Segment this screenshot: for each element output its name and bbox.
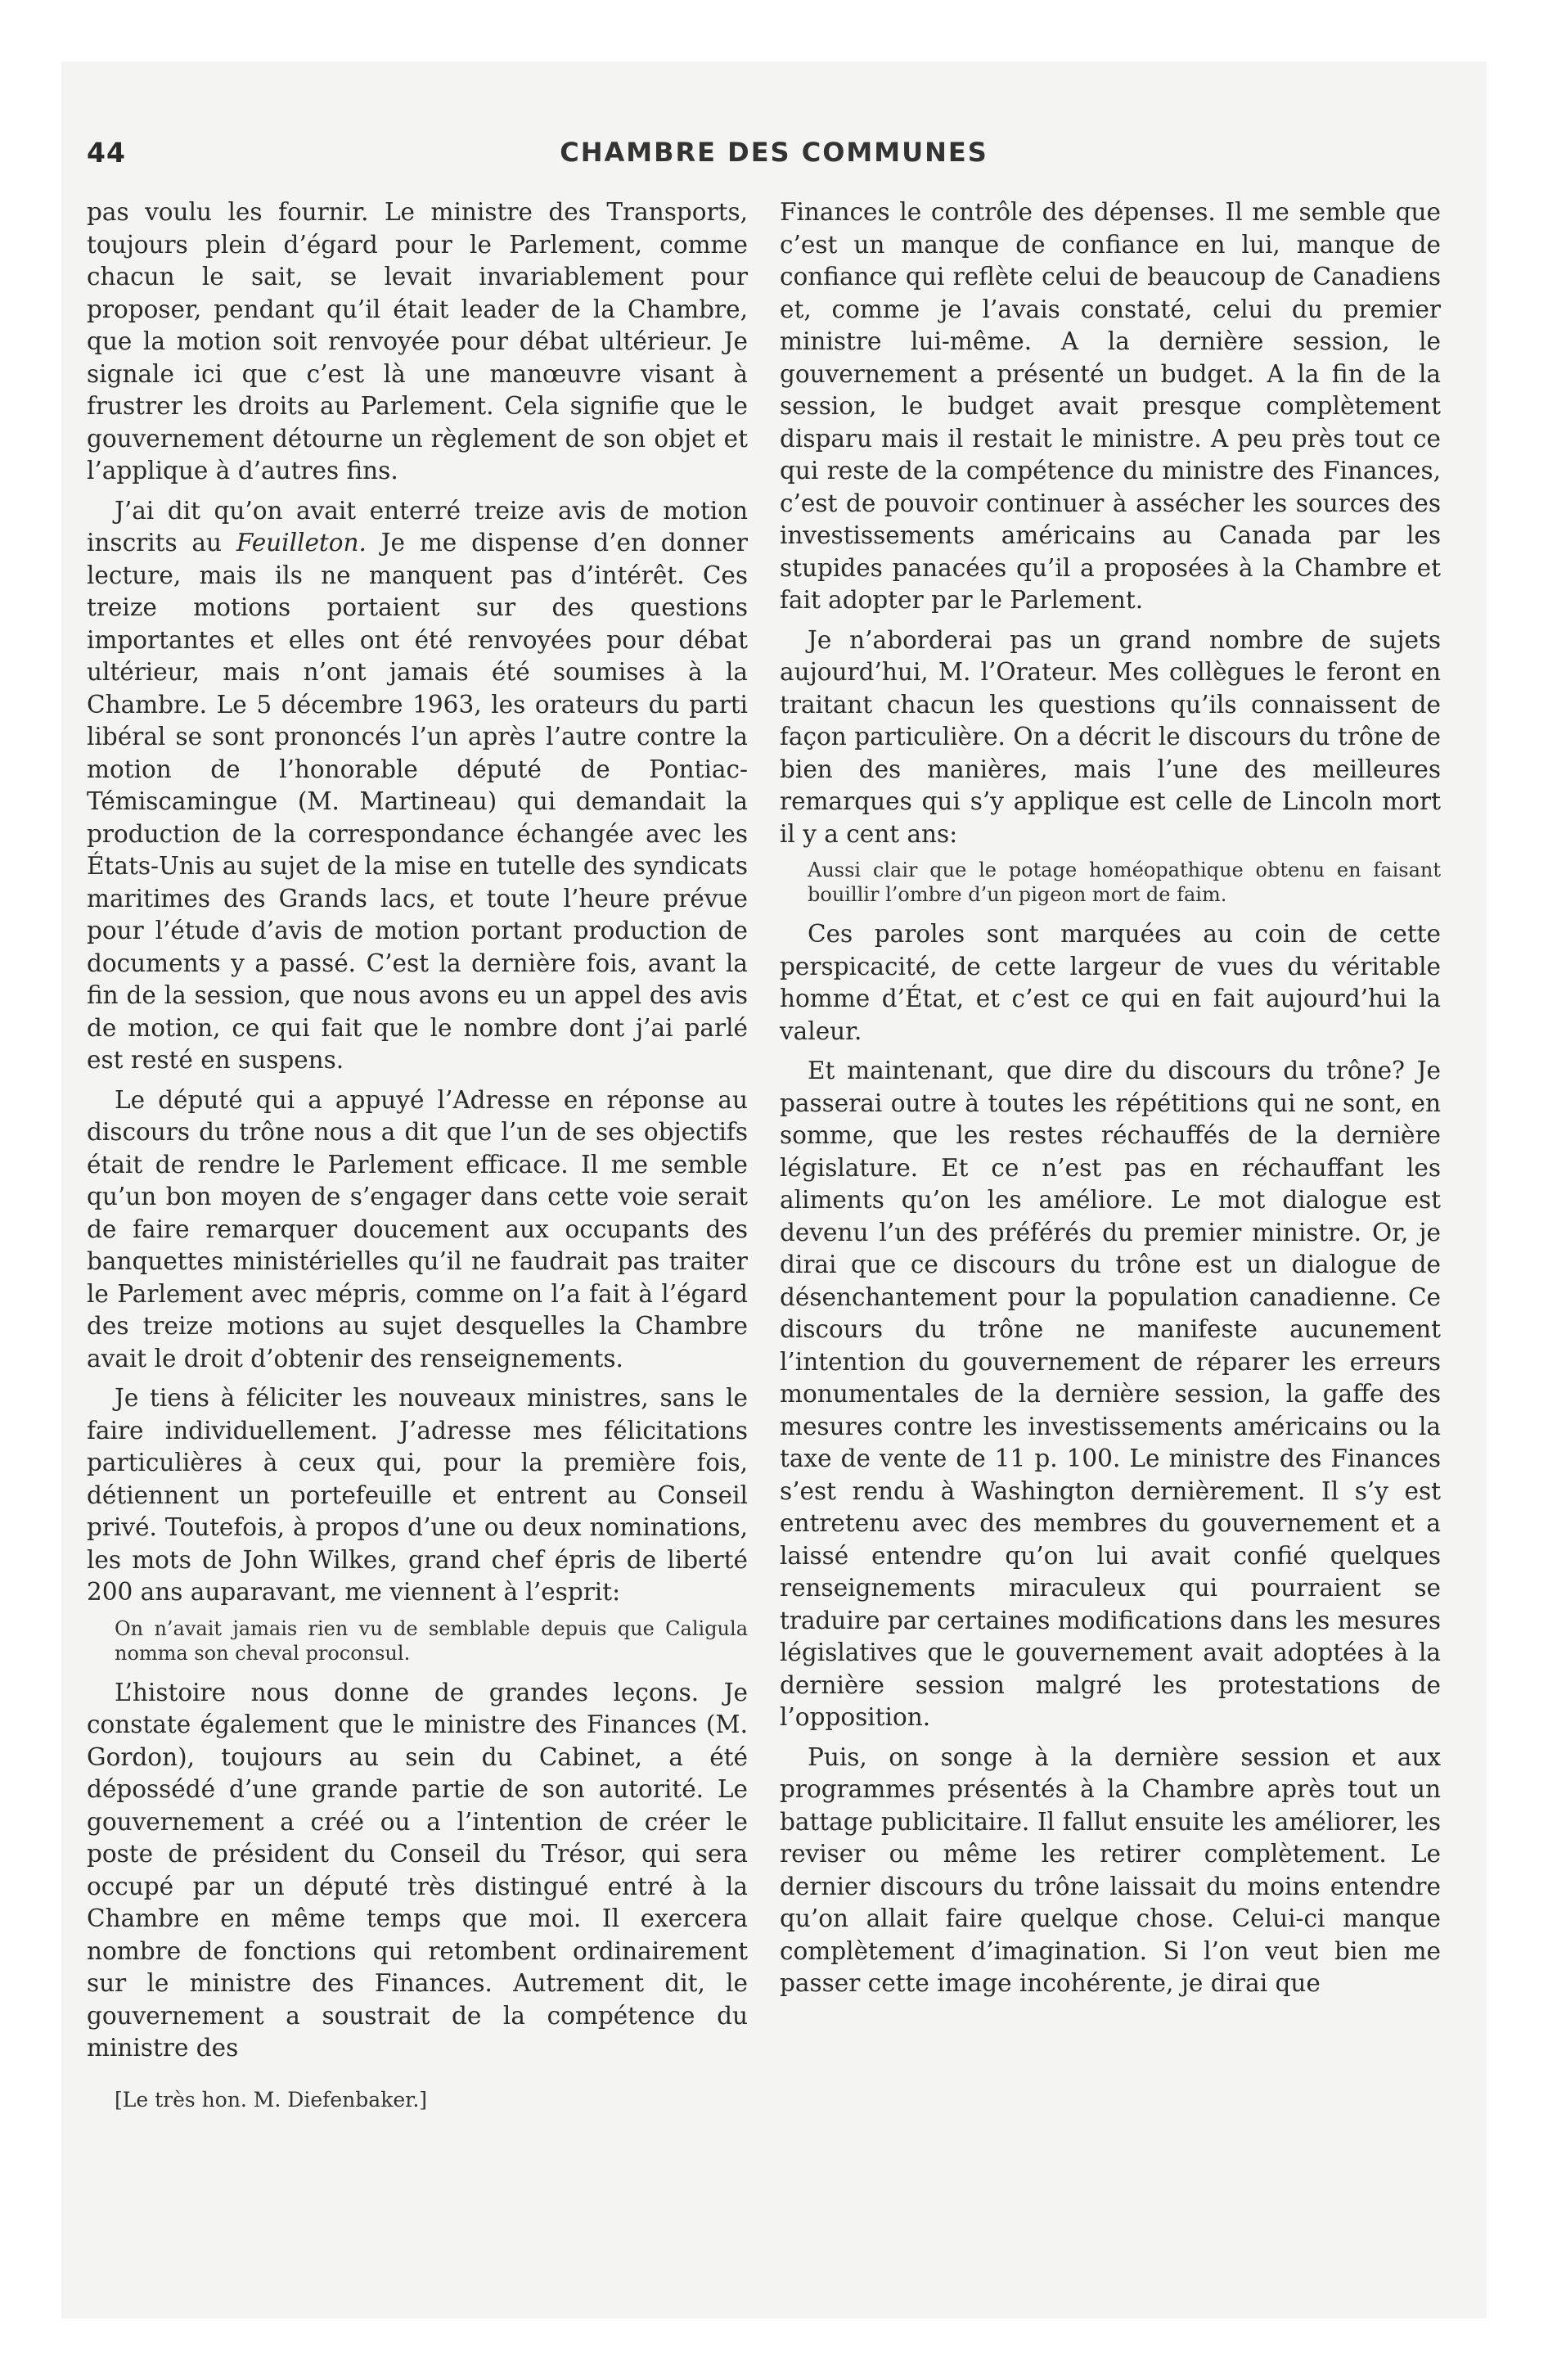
paragraph: Je n’aborderai pas un grand nombre de sujets aujourd’hui, M. l’Orateur. Mes collègues le feront en traitant chacun les questions qu’ils connaissent de façon particulière. On a décrit le discours du trône de bien des manières, mais l’une des meilleures remarques qui s’y applique est celle de Lincoln mort il y a cent ans: — [780, 625, 1441, 848]
paragraph: L’histoire nous donne de grandes leçons. Je constate également que le ministre des Finances (M. Gordon), toujours au sein du Cabinet, a été dépossédé d’une grande partie de son autorité. Le gouvernement a créé ou a l’intention de créer le poste de président du Conseil du Trésor, qui sera occupé par un député très distingué entré à la Chambre en même temps que moi. Il exercera nombre de fonctions qui retombent ordinairement sur le ministre des Finances. Autrement dit, le gouvernement a soustrait de la compétence du ministre des — [87, 1678, 748, 2062]
block-quote: Aussi clair que le potage homéopathique obtenu en faisant bouillir l’ombre d’un pigeon mort de faim. — [808, 859, 1441, 906]
page-header — [61, 137, 1487, 178]
paragraph-text: Je me dispense d’en donner lecture, mais ils ne manquent pas d’intérêt. Ces treize motions portaient sur des questions importantes et elles ont été renvoyées pour débat ultérieur, mais n’ont jamais été soumises à la Chambre. Le 5 décembre 1963, les orateurs du parti libéral se sont prononcés l’un après l’autre contre la motion de l’honorable député de Pontiac-Témiscamingue (M. Martineau) qui demandait la production de la correspondance échangée avec les États-Unis au sujet de la mise en tutelle des syndicats maritimes des Grands lacs, et toute l’heure prévue pour l’étude d’avis de motion portant production de documents y a passé. C’est la dernière fois, avant la fin de la session, que nous avons eu un appel des avis de motion, ce qui fait que le nombre dont j’ai parlé est resté en suspens. — [87, 529, 749, 1074]
running-head: CHAMBRE DES COMMUNES — [560, 137, 988, 168]
paragraph: Puis, on songe à la dernière session et aux programmes présentés à la Chambre après tout un battage publicitaire. Il fallut ensuite les améliorer, les reviser ou même les retirer complètement. Le dernier discours du trône laissait du moins entendre qu’on allait faire quelque chose. Celui-ci manque complètement d’imagination. Si l’on veut bien me passer cette image incohérente, je dirai que — [780, 1742, 1441, 1997]
paragraph-text: J’ai dit qu’on avait enterré treize avis de motion inscrits au — [87, 496, 748, 557]
left-column — [87, 196, 748, 2112]
paragraph: pas voulu les fournir. Le ministre des Transports, toujours plein d’égard pour le Parlement, comme chacun le sait, se levait invariablement pour proposer, pendant qu’il était leader de la Chambre, que la motion soit renvoyée pour débat ultérieur. Je signale ici que c’est là une manœuvre visant à frustrer les droits au Parlement. Cela signifie que le gouvernement détourne un règlement de son objet et l’applique à d’autres fins. — [87, 198, 748, 485]
right-column — [780, 196, 1441, 2008]
paragraph: Finances le contrôle des dépenses. Il me semble que c’est un manque de confiance en lui, manque de confiance qui reflète celui de beaucoup de Canadiens et, comme je l’avais constaté, celui du premier ministre lui-même. A la dernière session, le gouvernement a présenté un budget. A la fin de la session, le budget avait presque complètement disparu mais il restait le ministre. A peu près tout ce qui reste de la compétence du ministre des Finances, c’est de pouvoir continuer à assécher les sources des investissements américains au Canada par les stupides panacées qu’il a proposées à la Chambre et fait adopter par le Parlement. — [780, 198, 1441, 614]
page-number: 44 — [87, 137, 126, 169]
page-sheet — [61, 61, 1487, 2319]
paragraph — [87, 495, 748, 1077]
paragraph: Le député qui a appuyé l’Adresse en réponse au discours du trône nous a dit que l’un de ses objectifs était de rendre le Parlement efficace. Il me semble qu’un bon moyen de s’engager dans cette voie serait de faire remarquer doucement aux occupants des banquettes ministérielles qu’il ne faudrait pas traiter le Parlement avec mépris, comme on l’a fait à l’égard des treize motions au sujet desquelles la Chambre avait le droit d’obtenir des renseignements. — [87, 1085, 748, 1373]
speaker-attribution: [Le très hon. M. Diefenbaker.] — [115, 2087, 428, 2112]
paragraph: Et maintenant, que dire du discours du trône? Je passerai outre à toutes les répétitions qui ne sont, en somme, que les restes réchauffés de la dernière législature. Et ce n’est pas en réchauffant les aliments qu’on les améliore. Le mot dialogue est devenu l’un des préférés du premier ministre. Or, je dirai que ce discours du trône est un dialogue de désenchantement pour la population canadienne. Ce discours du trône ne manifeste aucunement l’intention du gouvernement de réparer les erreurs monumentales de la dernière session, la gaffe des mesures contre les investissements américains ou la taxe de vente de 11 p. 100. Le ministre des Finances s’est rendu à Washington dernièrement. Il s’y est entretenu avec des membres du gouvernement et a laissé entendre qu’on lui avait confié quelques renseignements miraculeux qui pourraient se traduire par certaines modifications dans les mesures législatives que le gouvernement avait adoptées à la dernière session malgré les protestations de l’opposition. — [780, 1057, 1441, 1731]
paragraph: Ces paroles sont marquées au coin de cette perspicacité, de cette largeur de vues du véritable homme d’État, et c’est ce qui en fait aujourd’hui la valeur. — [780, 920, 1441, 1045]
block-quote: On n’avait jamais rien vu de semblable depuis que Caligula nomma son cheval proconsul. — [115, 1616, 748, 1665]
paragraph: Je tiens à féliciter les nouveaux ministres, sans le faire individuellement. J’adresse mes félicitations particulières à ceux qui, pour la première fois, détiennent un portefeuille et entrent au Conseil privé. Toutefois, à propos d’une ou deux nominations, les mots de John Wilkes, grand chef épris de liberté 200 ans auparavant, me viennent à l’esprit: — [87, 1384, 748, 1606]
italic-title: Feuilleton. — [236, 529, 367, 557]
